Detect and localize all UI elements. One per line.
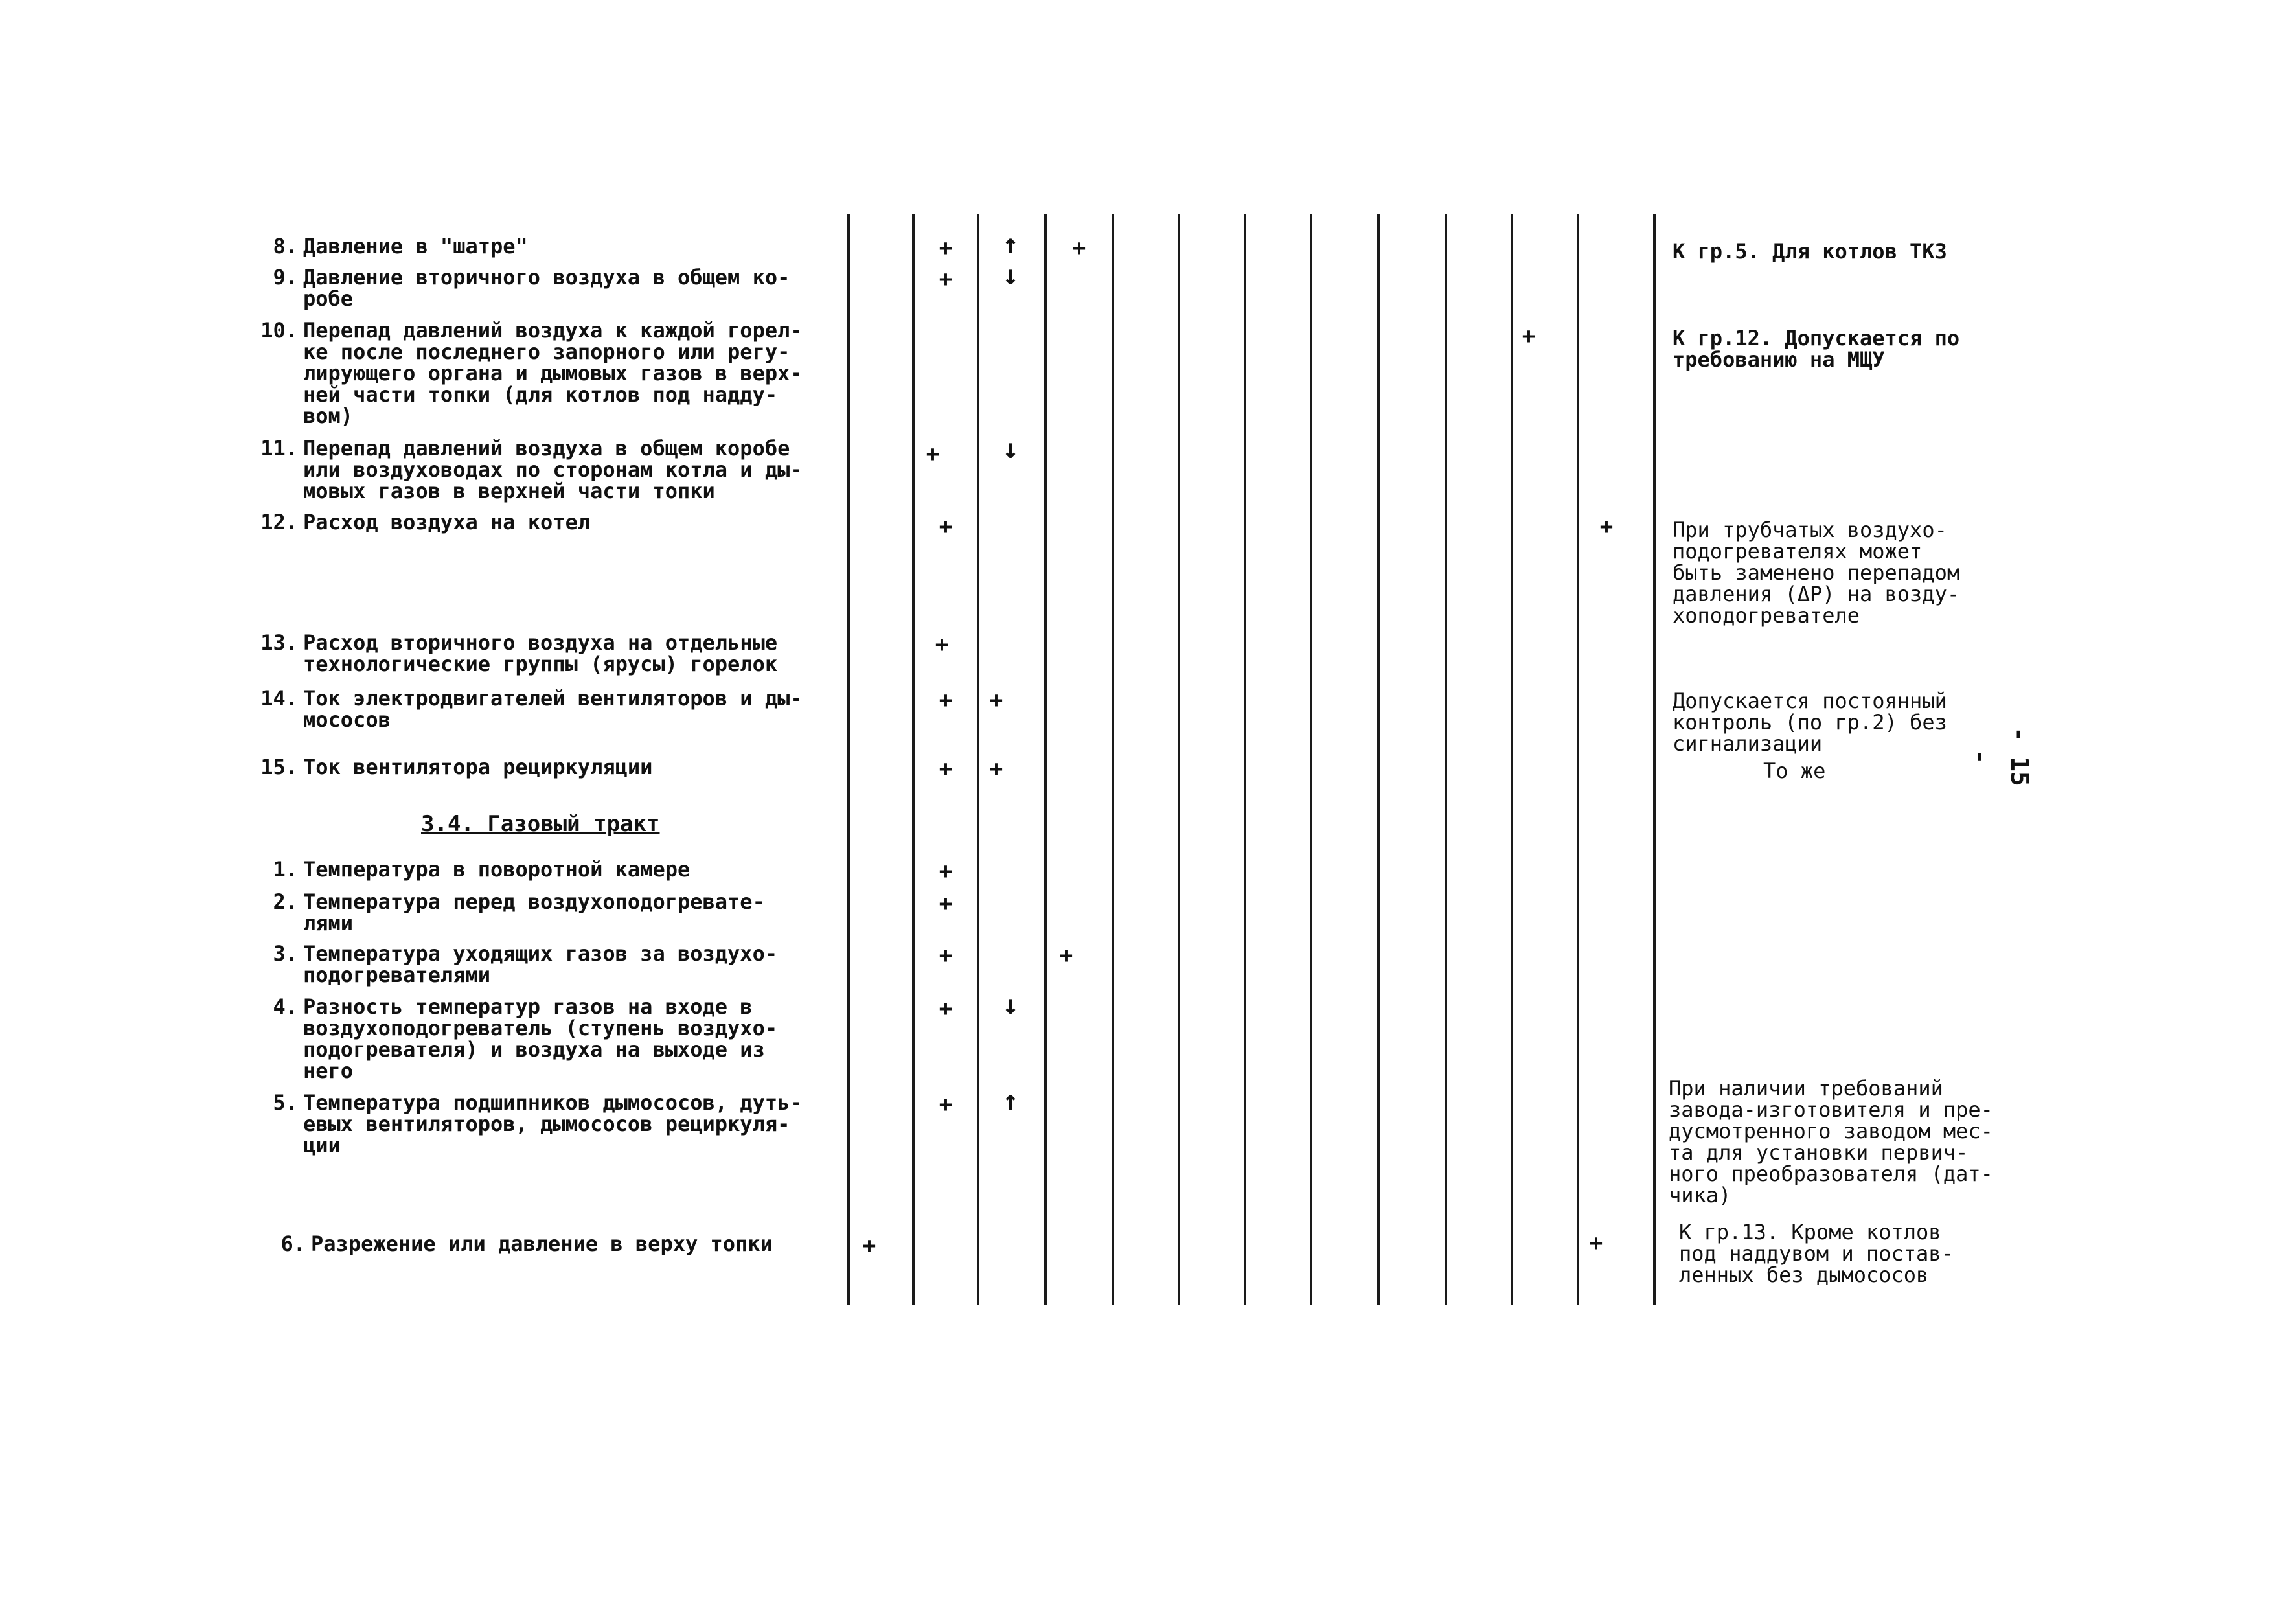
row-description: Температура перед воздухоподогревате- лями xyxy=(303,889,765,935)
column-rule xyxy=(1653,214,1656,1305)
row-number: 2. xyxy=(273,889,298,914)
column-rule xyxy=(977,214,979,1305)
column-rule xyxy=(1112,214,1114,1305)
plus-mark: + xyxy=(935,632,949,658)
plus-mark: + xyxy=(862,1233,876,1259)
row-number: 5. xyxy=(273,1090,298,1115)
column-rule xyxy=(912,214,915,1305)
plus-mark: + xyxy=(939,1092,953,1117)
plus-mark: + xyxy=(1072,235,1086,261)
plus-mark: + xyxy=(1059,943,1073,968)
row-description: Ток вентилятора рециркуляции xyxy=(303,755,653,779)
row-number: 9. xyxy=(273,265,298,290)
row-description: Перепад давлений воздуха к каждой горел- ке после последнего запорного или регу- лирующего органа и дымовых газов в верх- ней части топки (для котлов под надду- вом) xyxy=(303,318,803,428)
down-arrow-icon: ↓ xyxy=(1002,433,1019,464)
row-note: К гр.13. Кроме котлов под наддувом и постав- ленных без дымососов xyxy=(1679,1220,1954,1287)
column-rule xyxy=(1244,214,1246,1305)
row-note: При наличии требований завода-изготовителя и пре- дусмотренного заводом мес- та для установки первич- ного преобразователя (дат- чика) xyxy=(1669,1076,1993,1207)
row-number: 10. xyxy=(260,318,298,343)
down-arrow-icon: ↓ xyxy=(1002,259,1019,291)
row-description: Разность температур газов на входе в воздухоподогреватель (ступень воздухо- подогревателя) и воздуха на выходе из него xyxy=(303,994,778,1083)
row-description: Температура уходящих газов за воздухо- подогревателями xyxy=(303,941,778,987)
plus-mark: + xyxy=(989,687,1003,713)
plus-mark: + xyxy=(939,235,953,261)
row-description: Расход воздуха на котел xyxy=(303,510,591,534)
plus-mark: + xyxy=(939,756,953,782)
column-rule xyxy=(1044,214,1047,1305)
row-number: 11. xyxy=(260,436,298,461)
plus-mark: + xyxy=(939,891,953,917)
column-rule xyxy=(1377,214,1380,1305)
row-number: 14. xyxy=(260,686,298,711)
row-description: Расход вторичного воздуха на отдельные технологические группы (ярусы) горелок xyxy=(303,630,778,676)
row-number: 13. xyxy=(260,630,298,655)
row-number: 4. xyxy=(273,994,298,1019)
row-description: Перепад давлений воздуха в общем коробе или воздуховодах по сторонам котла и ды- мовых газов в верхней части топки xyxy=(303,436,803,503)
row-note: К гр.12. Допускается по требованию на МЩУ xyxy=(1673,326,1960,372)
row-note: То же xyxy=(1763,759,1826,783)
column-rule xyxy=(1310,214,1312,1305)
plus-mark: + xyxy=(989,756,1003,782)
up-arrow-icon: ↑ xyxy=(1002,1084,1019,1116)
row-description: Давление вторичного воздуха в общем ко- робе xyxy=(303,265,790,311)
row-description: Температура в поворотной камере xyxy=(303,857,691,882)
plus-mark: + xyxy=(939,996,953,1022)
row-note: Допускается постоянный контроль (по гр.2) без сигнализации xyxy=(1673,689,1947,756)
plus-mark: + xyxy=(939,858,953,884)
down-arrow-icon: ↓ xyxy=(1002,989,1019,1020)
section-title: 3.4. Газовый тракт xyxy=(421,811,660,837)
up-arrow-icon: ↑ xyxy=(1002,228,1019,260)
row-description: Ток электродвигателей вентиляторов и ды- мососов xyxy=(303,686,803,732)
plus-mark: + xyxy=(1522,323,1536,349)
column-rule xyxy=(1577,214,1579,1305)
plus-mark: + xyxy=(1599,514,1614,540)
row-description: Давление в "шатре" xyxy=(303,234,528,258)
row-description: Разрежение или давление в верху топки xyxy=(311,1231,773,1256)
row-number: 3. xyxy=(273,941,298,966)
plus-mark: + xyxy=(939,514,953,540)
row-number: 15. xyxy=(260,755,298,779)
plus-mark: + xyxy=(1589,1230,1603,1256)
column-rule xyxy=(847,214,850,1305)
column-rule xyxy=(1178,214,1180,1305)
plus-mark: + xyxy=(939,943,953,968)
row-description: Температура подшипников дымососов, дуть- евых вентиляторов, дымососов рециркуля- ции xyxy=(303,1090,803,1158)
column-rule xyxy=(1511,214,1513,1305)
row-number: 12. xyxy=(260,510,298,534)
row-number: 6. xyxy=(280,1231,306,1256)
row-number: 1. xyxy=(273,857,298,882)
row-note: К гр.5. Для котлов ТКЗ xyxy=(1673,239,1947,264)
plus-mark: + xyxy=(926,441,940,467)
row-note: При трубчатых воздухо- подогревателях может быть заменено перепадом давления (ΔP) на возду- хоподогревателе xyxy=(1673,518,1960,628)
row-number: 8. xyxy=(273,234,298,258)
plus-mark: + xyxy=(939,687,953,713)
page-number: - 15 - xyxy=(1967,727,2034,786)
plus-mark: + xyxy=(939,266,953,292)
column-rule xyxy=(1445,214,1447,1305)
